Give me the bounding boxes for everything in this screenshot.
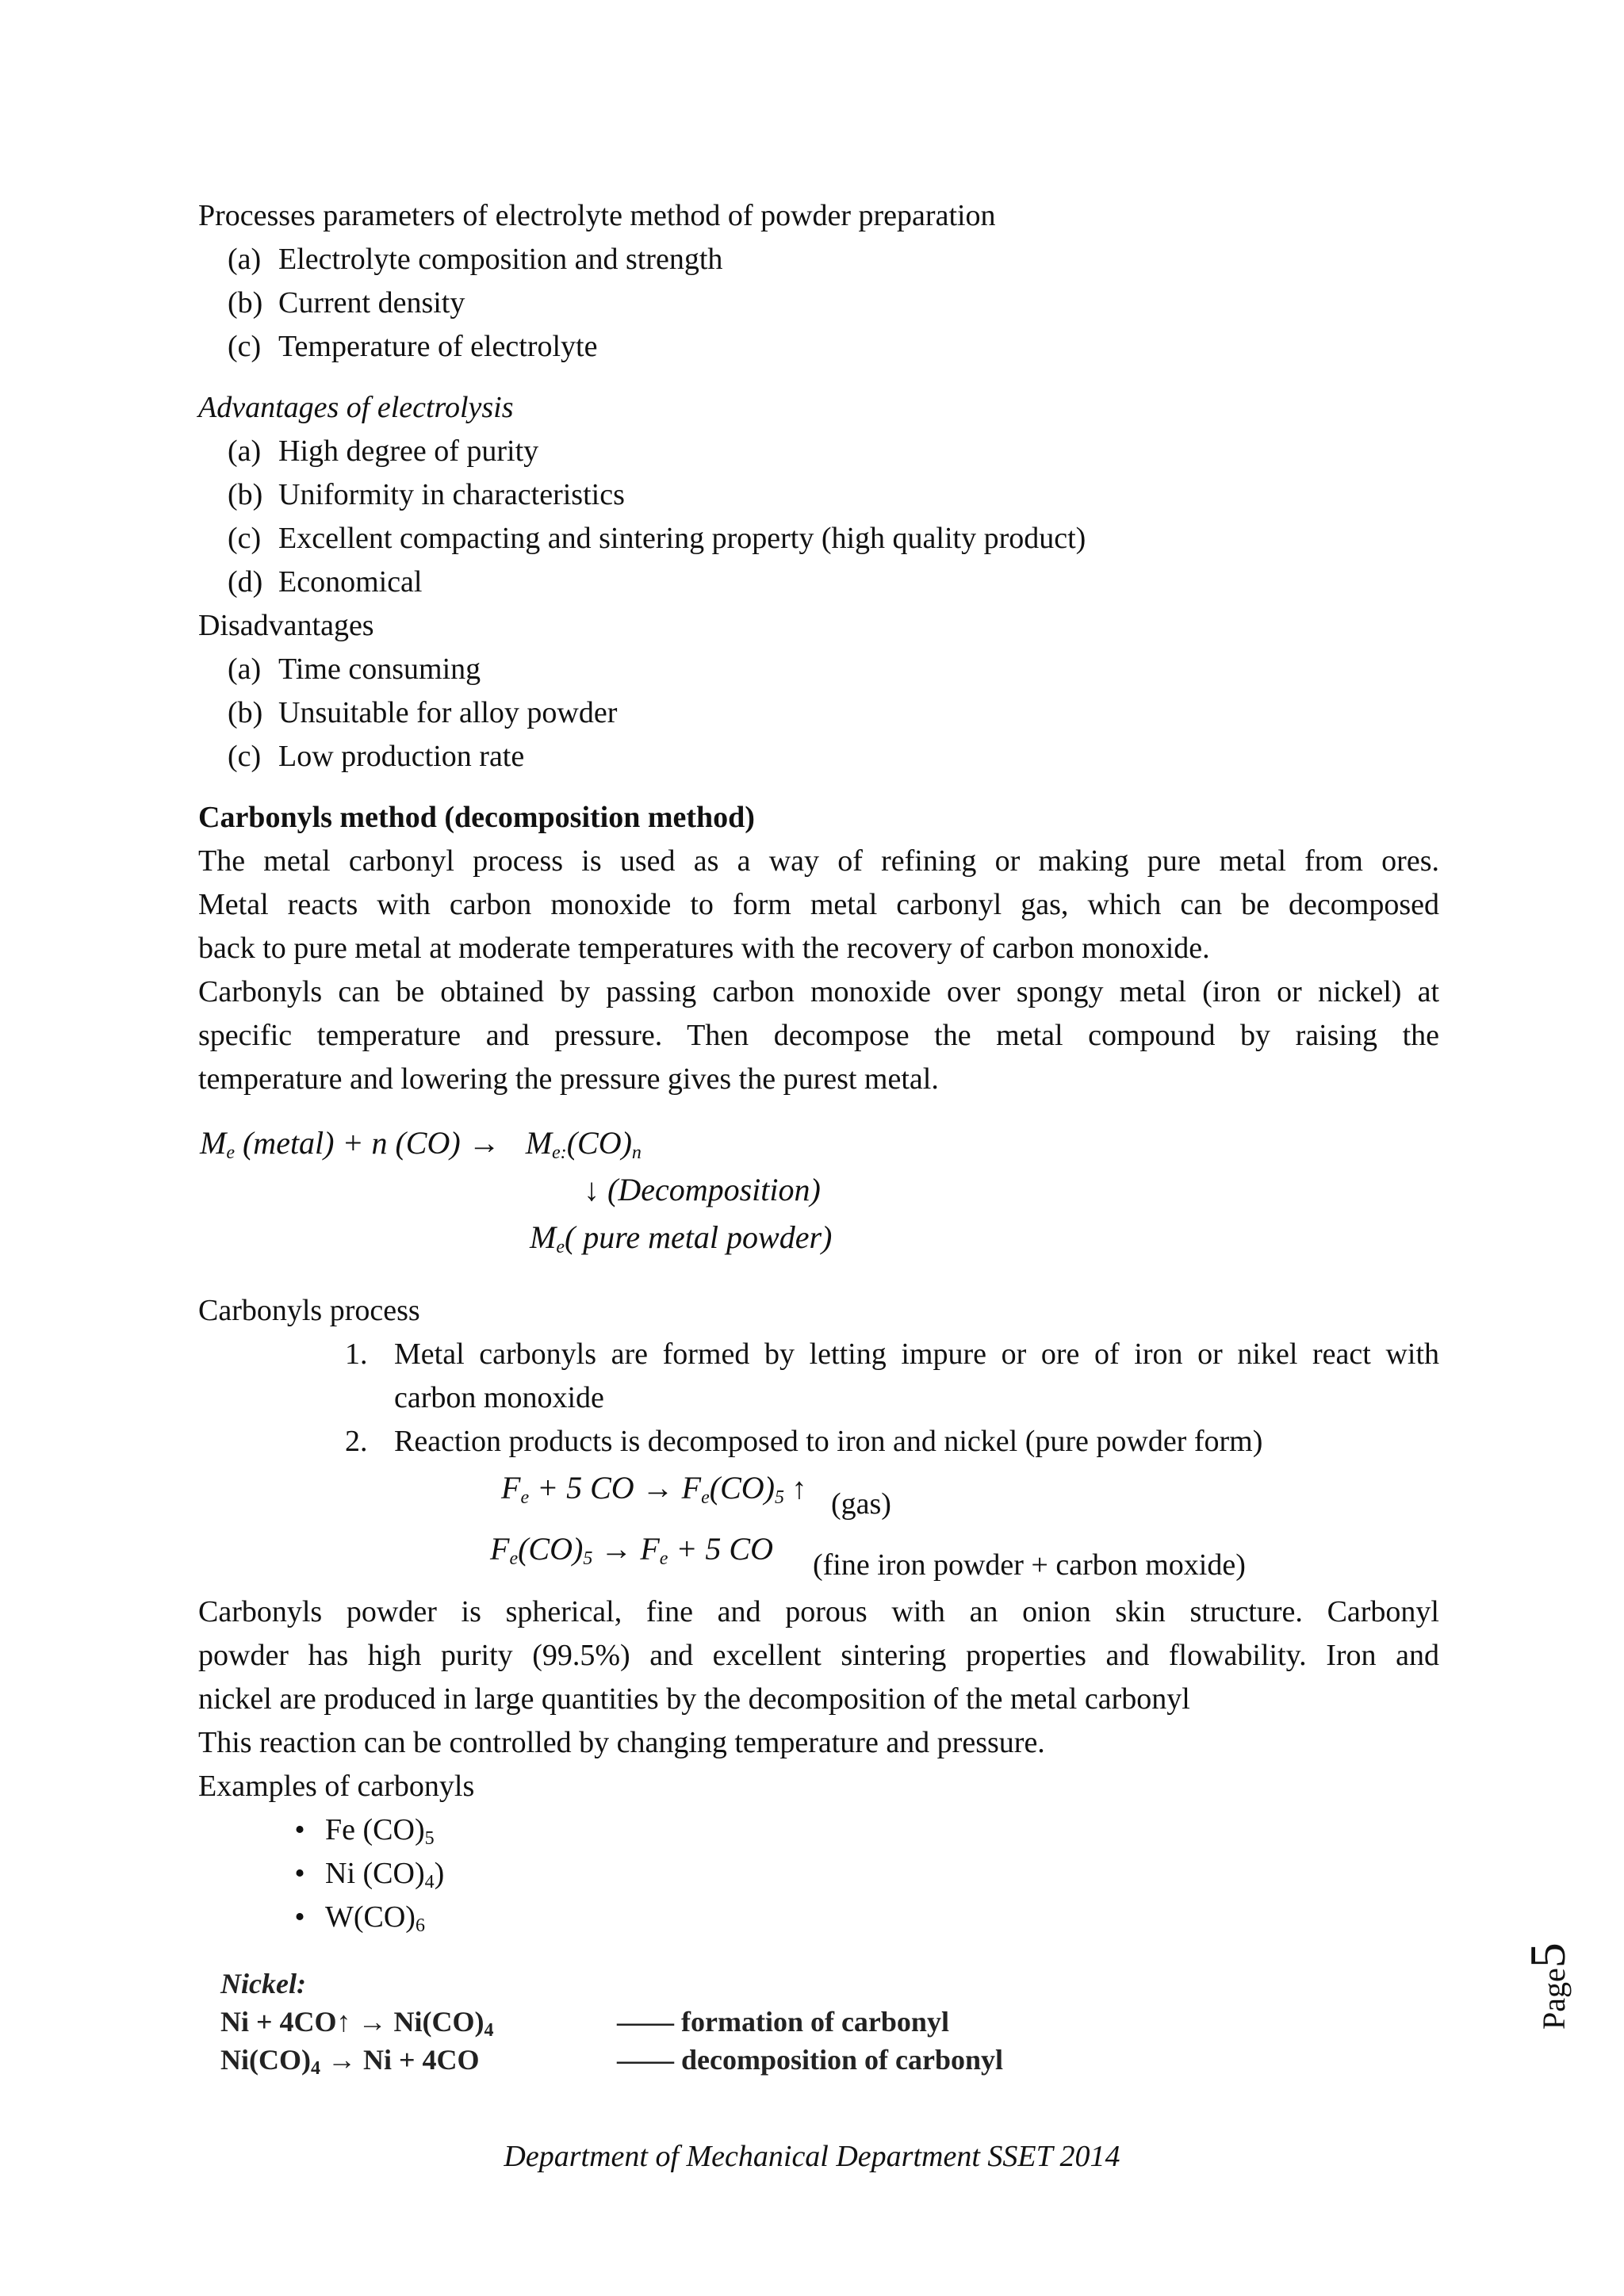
paragraph-line: temperature and lowering the pressure gives the purest metal. [198,1062,939,1096]
list-item: • $W(CO)_6$ [294,1900,425,1936]
page-number: Page5 [1519,1942,1576,2030]
list-item: (a) Electrolyte composition and strength [228,243,723,276]
list-item: • Ni $(CO)_4$) [294,1857,445,1892]
list-item: (b) Unsuitable for alloy powder [228,696,618,729]
iron-carbonyl-decomposition: $F_e(CO)_5 \to F_e + 5$ CO [490,1531,773,1569]
paragraph-line: Carbonyls can be obtained by passing carbon monoxide over spongy metal (iron or nickel) at [198,975,1439,1008]
nickel-title: Nickel: [220,1968,306,1999]
nickel-decomposition-reaction: $Ni(CO)_4 \to Ni + 4CO$ —— decomposition of carbonyl [220,2044,1004,2079]
pure-metal-result: $M_e$( pure metal powder) [530,1219,833,1257]
carbonyls-method-heading: Carbonyls method (decomposition method) [198,801,755,834]
description-section [198,1590,1439,1939]
process-section [198,1289,1439,1464]
process-step-2: 2. Reaction products is decomposed to iron and nickel (pure powder form) [345,1425,1263,1458]
paragraph-line: specific temperature and pressure. Then decompose the metal compound by raising the [198,1019,1439,1052]
process-step-1: 1. Metal carbonyls are formed by letting impure or ore of iron or nikel react with [345,1337,1439,1371]
disadvantages-heading: Disadvantages [198,609,374,642]
paragraph-line: nickel are produced in large quantities by the decomposition of the metal carbonyl [198,1682,1190,1716]
fine-iron-note: (fine iron powder + carbon moxide) [813,1548,1246,1582]
gas-note: (gas) [831,1487,891,1521]
list-item: (a) Time consuming [228,652,481,686]
list-item: (b) Current density [228,286,465,320]
process-step-1-continued: carbon monoxide [394,1381,604,1414]
electrolyte-parameters-heading: Processes parameters of electrolyte method of powder preparation [198,199,996,232]
list-item: • Fe $(CO)_5$ [294,1813,435,1849]
paragraph-line: Carbonyls powder is spherical, fine and porous with an onion skin structure. Carbonyl [198,1595,1439,1628]
list-item: (c) Excellent compacting and sintering property (high quality product) [228,522,1086,555]
list-item: (c) Low production rate [228,740,525,773]
carbonyl-formation-equation: $M_e$ (metal) + n $(CO) \to M_{e:}(CO)_n$ [200,1125,642,1163]
page-footer: Department of Mechanical Department SSET 2014 [504,2140,1120,2173]
nickel-reaction-figure [220,1965,1003,2079]
list-item: (d) Economical [228,565,423,599]
paragraph-line: Metal reacts with carbon monoxide to form metal carbonyl gas, which can be decomposed [198,888,1439,921]
text-column [198,194,1439,1101]
carbonyls-process-heading: Carbonyls process [198,1294,420,1327]
paragraph-line: back to pure metal at moderate temperatures with the recovery of carbon monoxide. [198,932,1210,965]
nickel-formation-reaction: Ni + 4CO↑ → $Ni(CO)_4$ —— formation of carbonyl [220,2006,949,2041]
advantages-heading: Advantages of electrolysis [198,391,514,424]
iron-carbonyl-formation: $F_e + 5$ CO → $F_e(CO)_5$ ↑ [501,1470,807,1508]
examples-heading: Examples of carbonyls [198,1770,475,1803]
list-item: (b) Uniformity in characteristics [228,478,625,511]
paragraph-line: The metal carbonyl process is used as a way of refining or making pure metal from ores. [198,844,1439,878]
paragraph-line: powder has high purity (99.5%) and excellent sintering properties and flowability. Iron and [198,1639,1439,1672]
list-item: (c) Temperature of electrolyte [228,330,598,363]
paragraph-line: This reaction can be controlled by changing temperature and pressure. [198,1726,1045,1759]
list-item: (a) High degree of purity [228,434,539,468]
decomposition-step: ↓ (Decomposition) [584,1172,821,1207]
